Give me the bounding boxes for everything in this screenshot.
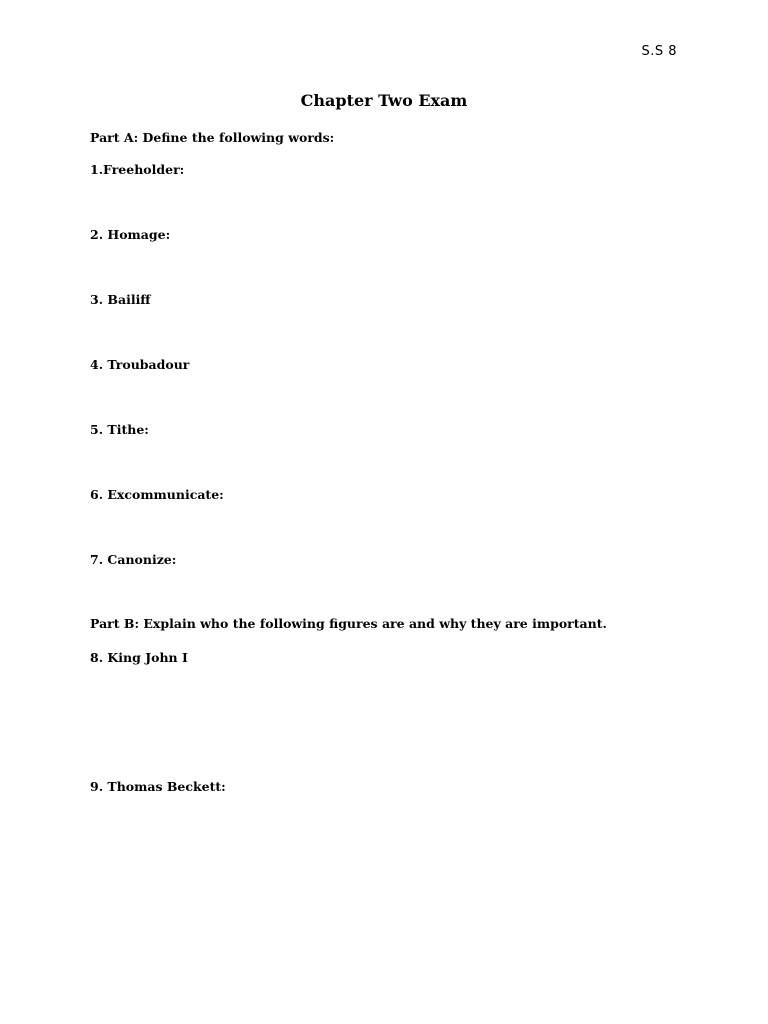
question-9: 9. Thomas Beckett: xyxy=(90,779,226,794)
page-title: Chapter Two Exam xyxy=(300,91,468,110)
question-6: 6. Excommunicate: xyxy=(90,487,224,502)
question-8: 8. King John I xyxy=(90,650,188,665)
question-2: 2. Homage: xyxy=(90,227,171,242)
question-3: 3. Bailiff xyxy=(90,292,151,307)
question-1: 1.Freeholder: xyxy=(90,162,185,177)
question-7: 7. Canonize: xyxy=(90,552,177,567)
question-5: 5. Tithe: xyxy=(90,422,149,437)
question-4: 4. Troubadour xyxy=(90,357,190,372)
part-a-heading: Part A: Define the following words: xyxy=(90,130,335,145)
course-code: S.S 8 xyxy=(641,44,677,59)
part-b-heading: Part B: Explain who the following figures are and why they are important. xyxy=(90,616,607,631)
